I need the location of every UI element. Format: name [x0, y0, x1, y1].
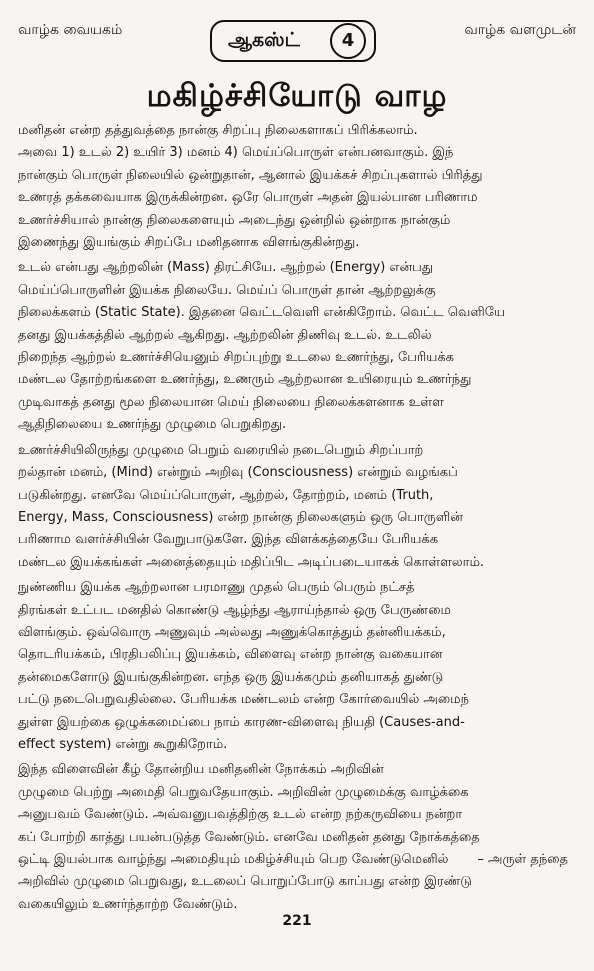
text-line: முடிவாகத் தனது மூல நிலையான மெய் நிலையை நிலைக்களனாக உள்ள	[18, 394, 444, 410]
text-line: Energy, Mass, Consciousness) என்ற நான்கு நிலைகளும் ஒரு பொருளின்	[18, 509, 463, 525]
text-line: தன்மைகளோடு இயங்குகின்றன. எந்த ஒரு இயக்கமும் தனியாகத் துண்டு	[18, 669, 444, 685]
text-line: பரிணாம வளர்ச்சியின் வேறுபாடுகளே. இந்த விளக்கத்தையே பேரியக்க	[18, 532, 439, 548]
text-line: தொடரியக்கம், பிரதிபலிப்பு இயக்கம், விளைவு என்ற நான்கு வகையான	[18, 647, 443, 663]
text-line: உடல் என்பது ஆற்றலின் (Mass) திரட்சியே. ஆற்றல் (Energy) என்பது	[18, 260, 434, 276]
text-line: முழுமை பெற்று அமைதி பெறுவதேயாகும். அறிவின் முழுமைக்கு வாழ்க்கை	[18, 784, 469, 800]
text-line: மனிதன் என்ற தத்துவத்தை நான்கு சிறப்பு நிலைகளாகப் பிரிக்கலாம்.	[18, 123, 418, 138]
text-line: உணரத் தக்கவையாக இருக்கின்றன. ஒரே பொருள் அதன் இயல்பான பரிணாம	[18, 190, 478, 206]
body-text	[18, 120, 578, 919]
text-line: இந்த விளைவின் கீழ் தோன்றிய மனிதனின் நோக்கம் அறிவின்	[18, 762, 384, 778]
text-line: அவை 1) உடல் 2) உயிர் 3) மனம் 4) மெய்ப்பொருள் என்பனவாகும். இந்	[18, 145, 454, 161]
paragraph	[18, 759, 578, 916]
text-line: அனுபவம் வேண்டும். அவ்வனுபவத்திற்கு உடல் என்ற நற்கருவியை நன்றா	[18, 807, 463, 823]
header-left-motto: வாழ்க வையகம்	[18, 22, 123, 38]
date-badge	[210, 20, 376, 62]
header-right-motto: வாழ்க வளமுடன்	[464, 22, 576, 38]
paragraph	[18, 120, 578, 254]
text-line: கப் போற்றி காத்து பயன்படுத்த வேண்டும். எனவே மனிதன் தனது நோக்கத்தை	[18, 829, 480, 845]
day-number: 4	[330, 23, 366, 59]
text-line: றல்தான் மனம், (Mind) என்றும் அறிவு (Consciousness) என்றும் வழங்கப்	[18, 465, 458, 481]
text-line: மண்டல இயக்கங்கள் அனைத்தையும் மதிப்பிட அடிப்படையாகக் கொள்ளலாம்.	[18, 554, 485, 570]
text-line: effect system) என்று கூறுகிறோம்.	[18, 736, 228, 752]
page-number: 221	[282, 913, 312, 929]
text-line: பட்டு நடைபெறுவதில்லை. பேரியக்க மண்டலம் என்ற கோர்வையில் அமைந்	[18, 692, 469, 708]
text-line: தனது இயக்கத்தில் ஆற்றல் ஆகிறது. ஆற்றலின் திணிவு உடல். உடலில்	[18, 327, 432, 343]
text-line: நான்கும் பொருள் நிலையில் ஒன்றுதான், ஆனால் இயக்கச் சிறப்புகளால் பிரித்து	[18, 167, 483, 183]
text-line: நிறைந்த ஆற்றல் உணர்ச்சியெனும் சிறப்புற்று உடலை உணர்ந்து, பேரியக்க	[18, 350, 455, 366]
text-line: வகையிலும் உணர்ந்தாற்ற வேண்டும்.	[18, 896, 238, 912]
month-label: ஆகஸ்ட்	[228, 29, 300, 51]
paragraph	[18, 440, 578, 574]
text-line: நிலைக்களம் (Static State). இதனை வெட்டவெளி என்கிறோம். வெட்ட வெளியே	[18, 305, 506, 321]
author-signature: – அருள் தந்தை	[477, 852, 568, 867]
text-line: திரங்கள் உட்பட மனதில் கொண்டு ஆழ்ந்து ஆராய்ந்தால் ஒரு பேருண்மை	[18, 602, 451, 618]
text-line: ஆதிநிலையை உணர்ந்து முழுமை பெறுகிறது.	[18, 417, 287, 433]
text-line: உணர்ச்சியால் நான்கு நிலைகளையும் அடைந்து ஒன்றில் ஒன்றாக நான்கும்	[18, 212, 451, 228]
text-line: நுண்ணிய இயக்க ஆற்றலான பரமாணு முதல் பெரும் பெரும் நட்சத்	[18, 580, 415, 596]
text-line: துள்ள இயற்கை ஒழுக்கமைப்பை நாம் காரண-விளைவு நியதி (Causes-and-	[18, 714, 465, 730]
text-line: படுகின்றது. எனவே மெய்ப்பொருள், ஆற்றல், தோற்றம், மனம் (Truth,	[18, 487, 434, 503]
text-line: ஒட்டி இயல்பாக வாழ்ந்து அமைதியும் மகிழ்ச்சியும் பெற வேண்டுமெனில்	[18, 852, 449, 867]
text-line: மெய்ப்பொருளின் இயக்க நிலையே. மெய்ப் பொருள் தான் ஆற்றலுக்கு	[18, 282, 436, 298]
paragraph	[18, 257, 578, 436]
paragraph	[18, 577, 578, 756]
page-title: மகிழ்ச்சியோடு வாழ	[146, 78, 448, 114]
text-line: மண்டல தோற்றங்களை உணர்ந்து, உணரும் ஆற்றலான உயிரையும் உணர்ந்து	[18, 372, 472, 388]
text-line: விளங்கும். ஒவ்வொரு அணுவும் அல்லது அணுக்கொத்தும் தன்னியக்கம்,	[18, 624, 446, 640]
text-line: உணர்ச்சியிலிருந்து முழுமை பெறும் வரையில் நடைபெறும் சிறப்பாற்	[18, 442, 424, 458]
text-line: இணைந்து இயங்கும் சிறப்பே மனிதனாக விளங்குகின்றது.	[18, 235, 360, 251]
text-line: அறிவில் முழுமை பெறுவது, உடலைப் பொறுப்போடு காப்பது என்ற இரண்டு	[18, 874, 472, 890]
